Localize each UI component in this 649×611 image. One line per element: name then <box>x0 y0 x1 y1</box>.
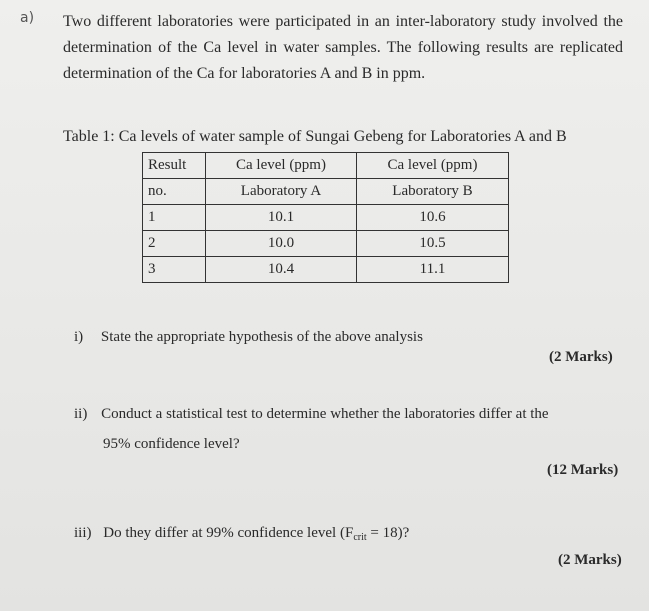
marks-i: (2 Marks) <box>549 349 613 365</box>
header-laboratory-b: Laboratory B <box>357 179 509 205</box>
table-row <box>143 231 509 257</box>
table-header-row <box>143 179 509 205</box>
ca-levels-table <box>142 152 509 283</box>
lab-a-value: 10.4 <box>206 257 357 283</box>
question-iii <box>74 525 409 543</box>
lab-b-value: 10.6 <box>357 205 509 231</box>
question-label: a) <box>20 10 35 26</box>
marks-iii: (2 Marks) <box>558 552 622 568</box>
question-text: Conduct a statistical test to determine whether the laboratories differ at the <box>101 406 549 422</box>
lab-a-value: 10.1 <box>206 205 357 231</box>
question-i <box>74 329 423 346</box>
marks-ii: (12 Marks) <box>547 462 619 478</box>
question-number: i) <box>74 329 84 345</box>
lab-b-value: 11.1 <box>357 257 509 283</box>
intro-paragraph: Two different laboratories were participated in an inter-laboratory study involved the determination of the Ca level in water samples. The following results are replicated determination of the Ca for laboratories A and B in ppm. <box>63 13 623 82</box>
question-number: ii) <box>74 406 88 422</box>
result-number: 2 <box>143 231 206 257</box>
question-ii <box>74 406 549 423</box>
subscript-crit: crit <box>353 532 367 543</box>
lab-a-value: 10.0 <box>206 231 357 257</box>
result-number: 3 <box>143 257 206 283</box>
table-caption: Table 1: Ca levels of water sample of Sungai Gebeng for Laboratories A and B <box>63 128 567 145</box>
header-no: no. <box>143 179 206 205</box>
question-text-continued: 95% confidence level? <box>103 436 240 452</box>
header-ca-level-a: Ca level (ppm) <box>206 153 357 179</box>
question-text: State the appropriate hypothesis of the above analysis <box>100 329 423 345</box>
lab-b-value: 10.5 <box>357 231 509 257</box>
table-row <box>143 257 509 283</box>
question-text: Do they differ at 99% confidence level $(F_{crit} = 18)$? <box>103 525 410 543</box>
header-ca-level-b: Ca level (ppm) <box>357 153 509 179</box>
table-header-row <box>143 153 509 179</box>
header-laboratory-a: Laboratory A <box>206 179 357 205</box>
result-number: 1 <box>143 205 206 231</box>
header-result: Result <box>143 153 206 179</box>
question-number: iii) <box>74 525 92 541</box>
table-row <box>143 205 509 231</box>
